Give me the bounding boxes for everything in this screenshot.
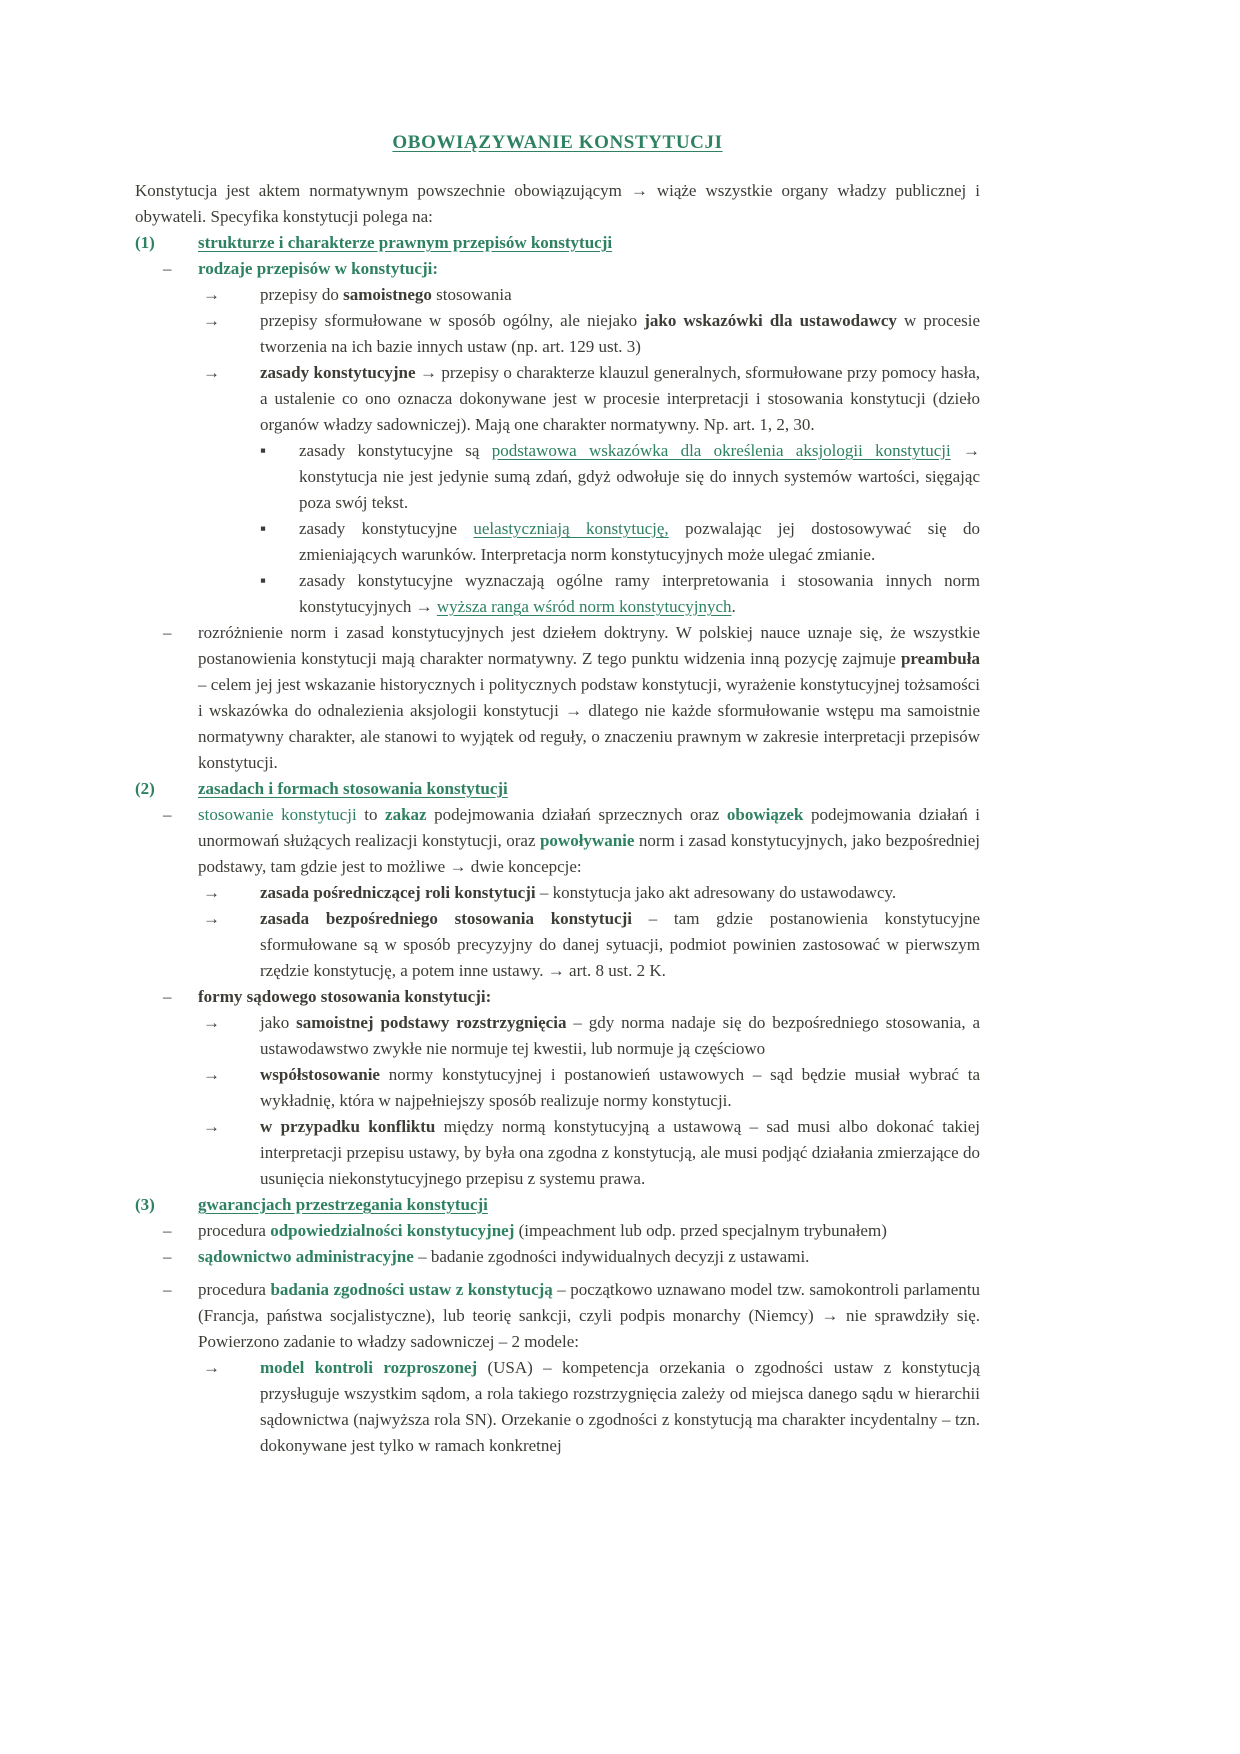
text-segment: stosowanie konstytucji	[198, 805, 357, 824]
text-segment: (impeachment lub odp. przed specjalnym trybunałem)	[514, 1221, 887, 1240]
text-segment: wyższa ranga wśród norm konstytucyjnych	[436, 597, 732, 616]
text-segment: jako wskazówki dla ustawodawcy	[644, 311, 897, 330]
item-sadownictwo-administracyjne	[135, 1244, 980, 1270]
item-formy-sadowego-stosowania	[135, 984, 980, 1010]
document-title-text: OBOWIĄZYWANIE KONSTYTUCJI	[392, 132, 723, 153]
list-marker: →	[203, 363, 220, 382]
list-marker: –	[163, 623, 172, 642]
text-segment: zasady konstytucyjne	[260, 363, 416, 382]
text-segment: → przepisy o charakterze klauzul generalnych, sformułowane przy pomocy hasła, a ustalenie co ono oznacza dokonywane jest w procesie interpretacji i stosowania konstytucji (dzieło organów władzy sadowniczej). Mają one charakter normatywny. Np. art. 1, 2, 30.	[260, 363, 981, 434]
text-segment: – badanie zgodności indywidualnych decyzji z ustawami.	[413, 1247, 810, 1266]
text-segment: samoistnej podstawy rozstrzygnięcia	[296, 1013, 567, 1032]
text-segment: procedura	[198, 1221, 271, 1240]
list-marker: ▪	[260, 441, 267, 460]
text-segment: współstosowanie	[260, 1065, 380, 1084]
list-marker: ▪	[260, 519, 267, 538]
document-blocks	[135, 178, 980, 1459]
list-marker: –	[163, 805, 172, 824]
item-przepisy-ogolne	[135, 308, 980, 360]
text-segment: (USA) – kompetencja orzekania o zgodności ustaw z konstytucją przysługuje wszystkim sądom, a rola takiego rozstrzygnięcia zależy od miejsca danego sądu w hierarchii sądownictwa (najwyższa rola SN). Orzekanie o zgodności z konstytucją ma charakter incydentalny – tzn. dokonywane jest tylko w ramach konkretnej	[260, 1358, 980, 1455]
item-model-kontroli-rozproszonej	[135, 1355, 980, 1459]
item-samoistna-podstawa	[135, 1010, 980, 1062]
text-segment: zasady konstytucyjne wyznaczają ogólne ramy interpretowania i stosowania innych norm konstytucyjnych →	[299, 571, 980, 616]
subitem-zasady-ramy-interpretowania	[135, 568, 980, 620]
intro-paragraph	[135, 178, 980, 230]
list-marker: →	[203, 1013, 220, 1032]
text-segment: Konstytucja jest aktem normatywnym powszechnie obowiązującym → wiąże wszystkie organy władzy publicznej i obywateli. Specyfika konstytucji polega na:	[135, 181, 980, 226]
list-marker: –	[163, 1247, 172, 1266]
text-segment: sądownictwo administracyjne	[198, 1247, 414, 1266]
text-segment: pozwalając jej dostosowywać się do zmieniających warunków. Interpretacja norm konstytucyjnych może ulegać zmianie.	[299, 519, 980, 564]
text-segment: zasada bezpośredniego stosowania konstytucji	[260, 909, 632, 928]
text-segment: samoistnego	[343, 285, 432, 304]
text-segment: preambuła	[900, 649, 980, 668]
list-marker: –	[163, 987, 172, 1006]
text-segment: formy sądowego stosowania konstytucji:	[198, 987, 492, 1006]
list-marker: →	[203, 883, 220, 902]
item-wspolstosowanie	[135, 1062, 980, 1114]
text-segment: w przypadku konfliktu	[260, 1117, 436, 1136]
text-segment: podejmowania działań sprzecznych oraz	[426, 805, 727, 824]
list-marker: →	[203, 1358, 220, 1377]
list-marker: →	[203, 285, 220, 304]
text-segment: podejmowania działań i unormowań służących realizacji konstytucji, oraz	[198, 805, 980, 850]
list-marker: (3)	[135, 1195, 155, 1214]
text-segment: zakaz	[385, 805, 427, 824]
item-badanie-zgodnosci-ustaw	[135, 1277, 980, 1355]
text-segment: między normą konstytucyjną a ustawową – sad musi albo dokonać takiej interpretacji przepisu ustawy, by była ona zgodna z konstytucją, ale musi podjąć działania zmierzające do usunięcia niekonstytucyjnego przepisu z systemu prawa.	[260, 1117, 980, 1188]
item-przypadek-konfliktu	[135, 1114, 980, 1192]
text-segment: – gdy norma nadaje się do bezpośredniego stosowania, a ustawodawstwo zwykłe nie normuje tej kwestii, lub normuje ją częściowo	[260, 1013, 981, 1058]
text-segment: – początkowo uznawano model tzw. samokontroli parlamentu (Francja, państwa socjalistyczne), lub teorię sankcji, czyli podpis monarchy (Niemcy) → nie sprawdziły się. Powierzono zadanie to władzy sadowniczej – 2 modele:	[198, 1280, 980, 1351]
text-segment: uelastyczniają konstytucję,	[473, 519, 669, 538]
text-segment: zasada pośredniczącej roli konstytucji	[260, 883, 536, 902]
item-zasada-posredniczaca	[135, 880, 980, 906]
text-segment: jako	[260, 1013, 297, 1032]
section-3-heading	[135, 1192, 980, 1218]
item-rozroznienie-norm	[135, 620, 980, 776]
text-segment: – celem jej jest wskazanie historycznych i politycznych podstaw konstytucji, wyrażenie konstytucyjnej tożsamości i wskazówka do odnalezienia aksjologii konstytucji → dlatego nie każde sformułowanie wstępu ma samoistnie normatywny charakter, ale stanowi to wyjątek od reguły, o znaczeniu prawnym w zakresie interpretacji przepisów konstytucji.	[198, 675, 980, 772]
text-segment: powoływanie	[539, 831, 635, 850]
item-zasady-konstytucyjne	[135, 360, 980, 438]
list-marker: –	[163, 1221, 172, 1240]
item-stosowanie-konstytucji	[135, 802, 980, 880]
text-segment: rozróżnienie norm i zasad konstytucyjnych jest dziełem doktryny. W polskiej nauce uznaje się, że wszystkie postanowienia konstytucji mają charakter normatywny. Z tego punktu widzenia inną pozycję zajmuje	[198, 623, 980, 668]
text-segment: model kontroli rozproszonej	[260, 1358, 478, 1377]
text-segment: procedura	[198, 1280, 271, 1299]
text-segment: norm i zasad konstytucyjnych, jako bezpośredniej podstawy, tam gdzie jest to możliwe → dwie koncepcje:	[198, 831, 980, 876]
list-marker: →	[203, 909, 220, 928]
text-segment: normy konstytucyjnej i postanowień ustawowych – sąd będzie musiał wybrać ta wykładnię, która w najpełniejszy sposób realizuje normy konstytucji.	[260, 1065, 980, 1110]
item-zasada-bezposrednia	[135, 906, 980, 984]
section-2-heading	[135, 776, 980, 802]
list-marker: (1)	[135, 233, 155, 252]
list-marker: →	[203, 1117, 220, 1136]
text-segment: strukturze i charakterze prawnym przepisów konstytucji	[198, 233, 613, 252]
text-segment: – konstytucja jako akt adresowany do ustawodawcy.	[535, 883, 897, 902]
text-segment: stosowania	[431, 285, 512, 304]
text-segment: zasady konstytucyjne	[299, 519, 474, 538]
section-1-heading	[135, 230, 980, 256]
list-marker: →	[203, 311, 220, 330]
item-rodzaje-przepisow	[135, 256, 980, 282]
text-segment: w procesie tworzenia na ich bazie innych ustaw (np. art. 129 ust. 3)	[260, 311, 980, 356]
text-segment: rodzaje przepisów w konstytucji:	[198, 259, 439, 278]
item-odpowiedzialnosc-konstytucyjna	[135, 1218, 980, 1244]
text-segment: odpowiedzialności konstytucyjnej	[270, 1221, 515, 1240]
text-segment: → konstytucja nie jest jedynie sumą zdań, gdyż odwołuje się do innych systemów wartości, sięgając poza swój tekst.	[299, 441, 980, 512]
list-marker: ▪	[260, 571, 267, 590]
text-segment: podstawowa wskazówka dla określenia aksjologii konstytucji	[491, 441, 951, 460]
text-segment: przepisy sformułowane w sposób ogólny, ale niejako	[260, 311, 645, 330]
list-marker: –	[163, 259, 172, 278]
text-segment: obowiązek	[726, 805, 804, 824]
text-segment: zasadach i formach stosowania konstytucji	[198, 779, 508, 798]
list-marker: –	[163, 1280, 172, 1299]
subitem-zasady-aksjologia	[135, 438, 980, 516]
list-marker: (2)	[135, 779, 155, 798]
item-przepisy-samoistne	[135, 282, 980, 308]
text-segment: – tam gdzie postanowienia konstytucyjne sformułowane są w sposób precyzyjny do danej sytuacji, podmiot powinien zastosować w pierwszym rzędzie konstytucję, a potem inne ustawy. → art. 8 ust. 2 K.	[260, 909, 980, 980]
text-segment: przepisy do	[260, 285, 344, 304]
text-segment: badania zgodności ustaw z konstytucją	[270, 1280, 553, 1299]
text-segment: .	[731, 597, 736, 616]
text-segment: zasady konstytucyjne są	[299, 441, 492, 460]
subitem-zasady-uelastyczniaja	[135, 516, 980, 568]
list-marker: →	[203, 1065, 220, 1084]
text-segment: gwarancjach przestrzegania konstytucji	[198, 1195, 488, 1214]
text-segment: to	[356, 805, 386, 824]
document-title	[135, 130, 980, 156]
